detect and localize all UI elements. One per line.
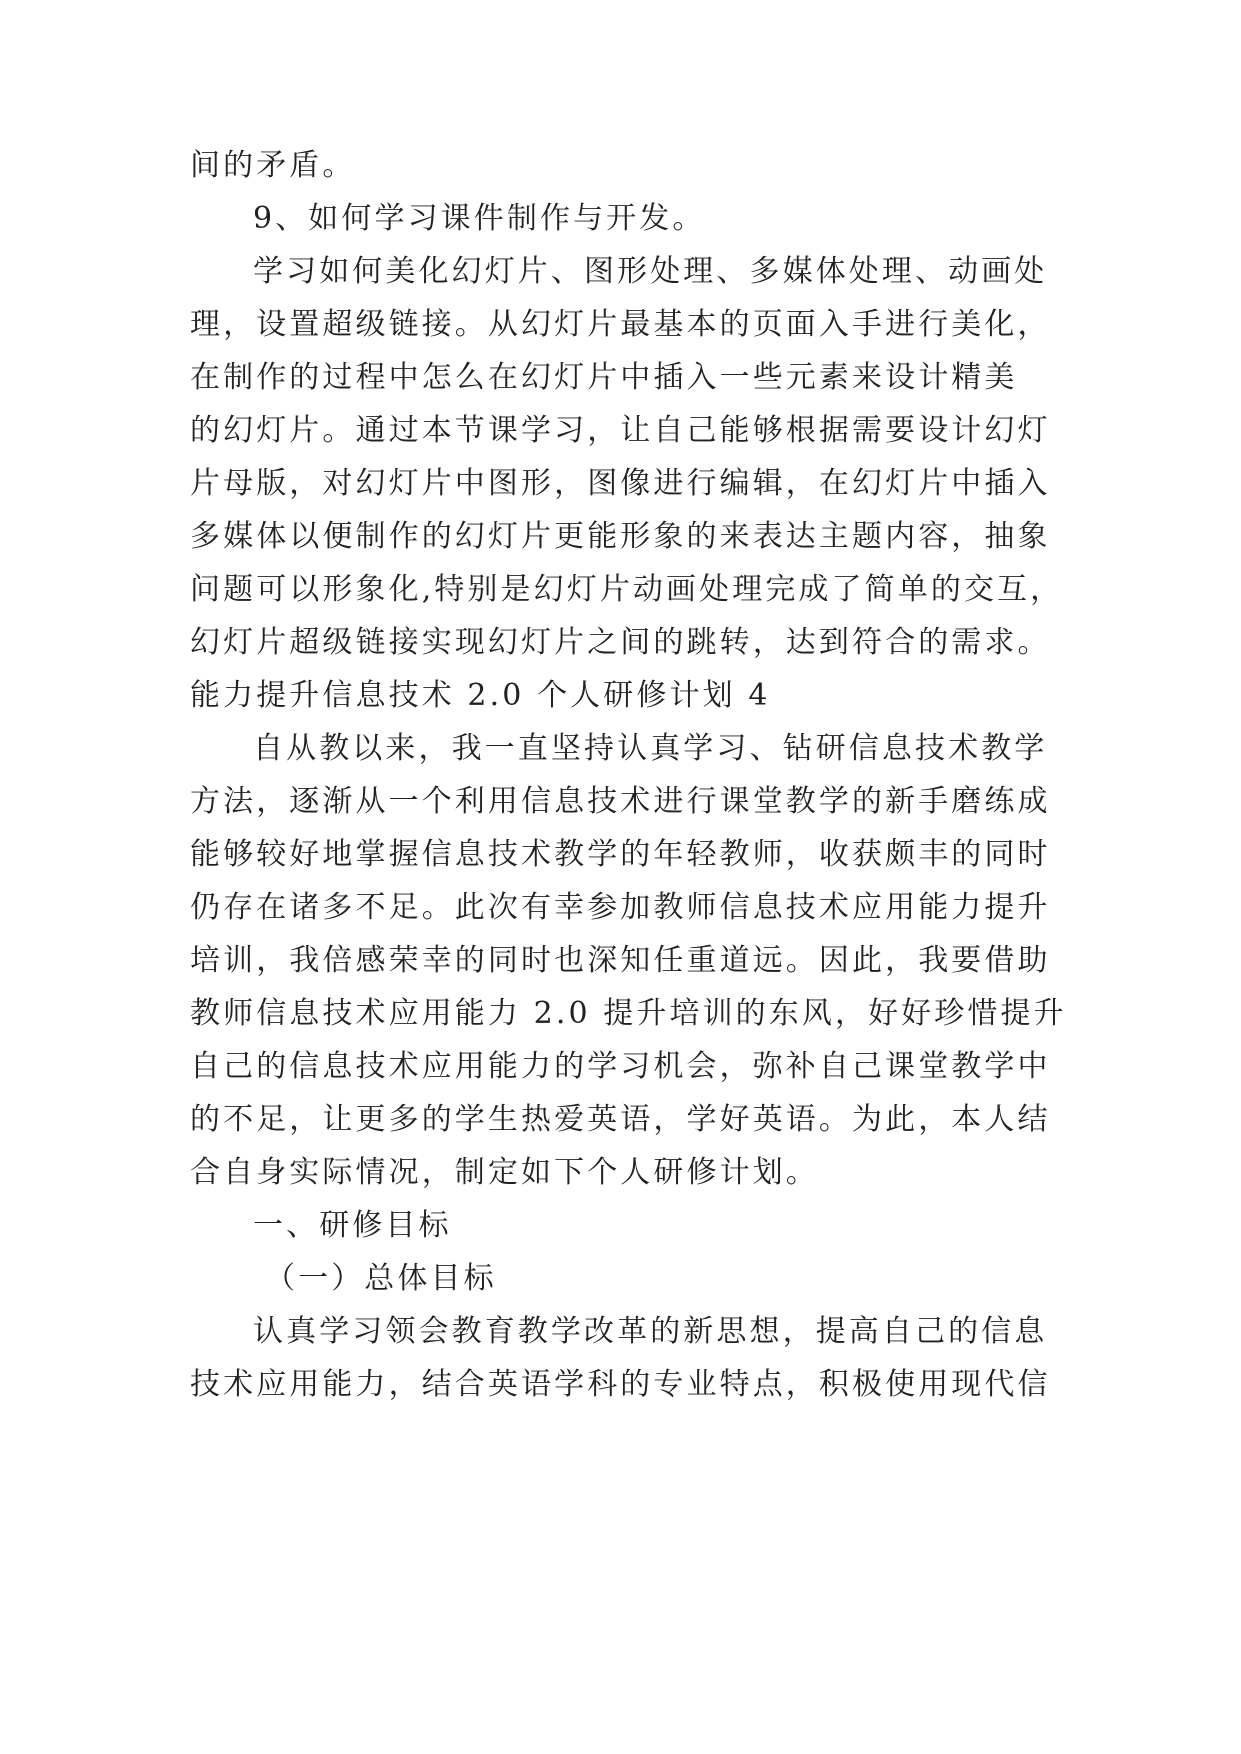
text-line: 能够较好地掌握信息技术教学的年轻教师，收获颇丰的同时 bbox=[190, 837, 1051, 872]
text-line: 幻灯片超级链接实现幻灯片之间的跳转，达到符合的需求。 bbox=[190, 625, 1051, 660]
paragraph-start: 自从教以来，我一直坚持认真学习、钻研信息技术教学 bbox=[253, 731, 1048, 766]
text-line: 仍存在诸多不足。此次有幸参加教师信息技术应用能力提升 bbox=[190, 890, 1051, 925]
paragraph-start: 认真学习领会教育教学改革的新思想，提高自己的信息 bbox=[253, 1314, 1048, 1349]
text-line: 自己的信息技术应用能力的学习机会，弥补自己课堂教学中 bbox=[190, 1049, 1051, 1084]
section-heading: 一、研修目标 bbox=[253, 1208, 452, 1243]
text-line: 理，设置超级链接。从幻灯片最基本的页面入手进行美化， bbox=[190, 307, 1051, 342]
text-line: 片母版，对幻灯片中图形，图像进行编辑，在幻灯片中插入 bbox=[190, 466, 1051, 501]
text-line: 合自身实际情况，制定如下个人研修计划。 bbox=[190, 1155, 819, 1190]
text-line: 问题可以形象化,特别是幻灯片动画处理完成了简单的交互， bbox=[190, 572, 1064, 607]
subsection-heading: （一）总体目标 bbox=[265, 1261, 497, 1296]
paragraph-start: 学习如何美化幻灯片、图形处理、多媒体处理、动画处 bbox=[253, 254, 1048, 289]
text-line: 在制作的过程中怎么在幻灯片中插入一些元素来设计精美 bbox=[190, 360, 1018, 395]
text-line: 间的矛盾。 bbox=[190, 148, 356, 183]
text-line: 的幻灯片。通过本节课学习，让自己能够根据需要设计幻灯 bbox=[190, 413, 1051, 448]
document-title: 能力提升信息技术 2.0 个人研修计划 4 bbox=[190, 678, 771, 713]
section-item-heading: 9、如何学习课件制作与开发。 bbox=[253, 201, 706, 236]
text-line: 多媒体以便制作的幻灯片更能形象的来表达主题内容，抽象 bbox=[190, 519, 1051, 554]
text-line: 方法，逐渐从一个利用信息技术进行课堂教学的新手磨练成 bbox=[190, 784, 1051, 819]
text-line: 技术应用能力，结合英语学科的专业特点，积极使用现代信 bbox=[190, 1367, 1051, 1402]
text-line: 的不足，让更多的学生热爱英语，学好英语。为此，本人结 bbox=[190, 1102, 1051, 1137]
text-line: 培训，我倍感荣幸的同时也深知任重道远。因此，我要借助 bbox=[190, 943, 1051, 978]
text-line: 教师信息技术应用能力 2.0 提升培训的东风，好好珍惜提升 bbox=[190, 996, 1067, 1031]
